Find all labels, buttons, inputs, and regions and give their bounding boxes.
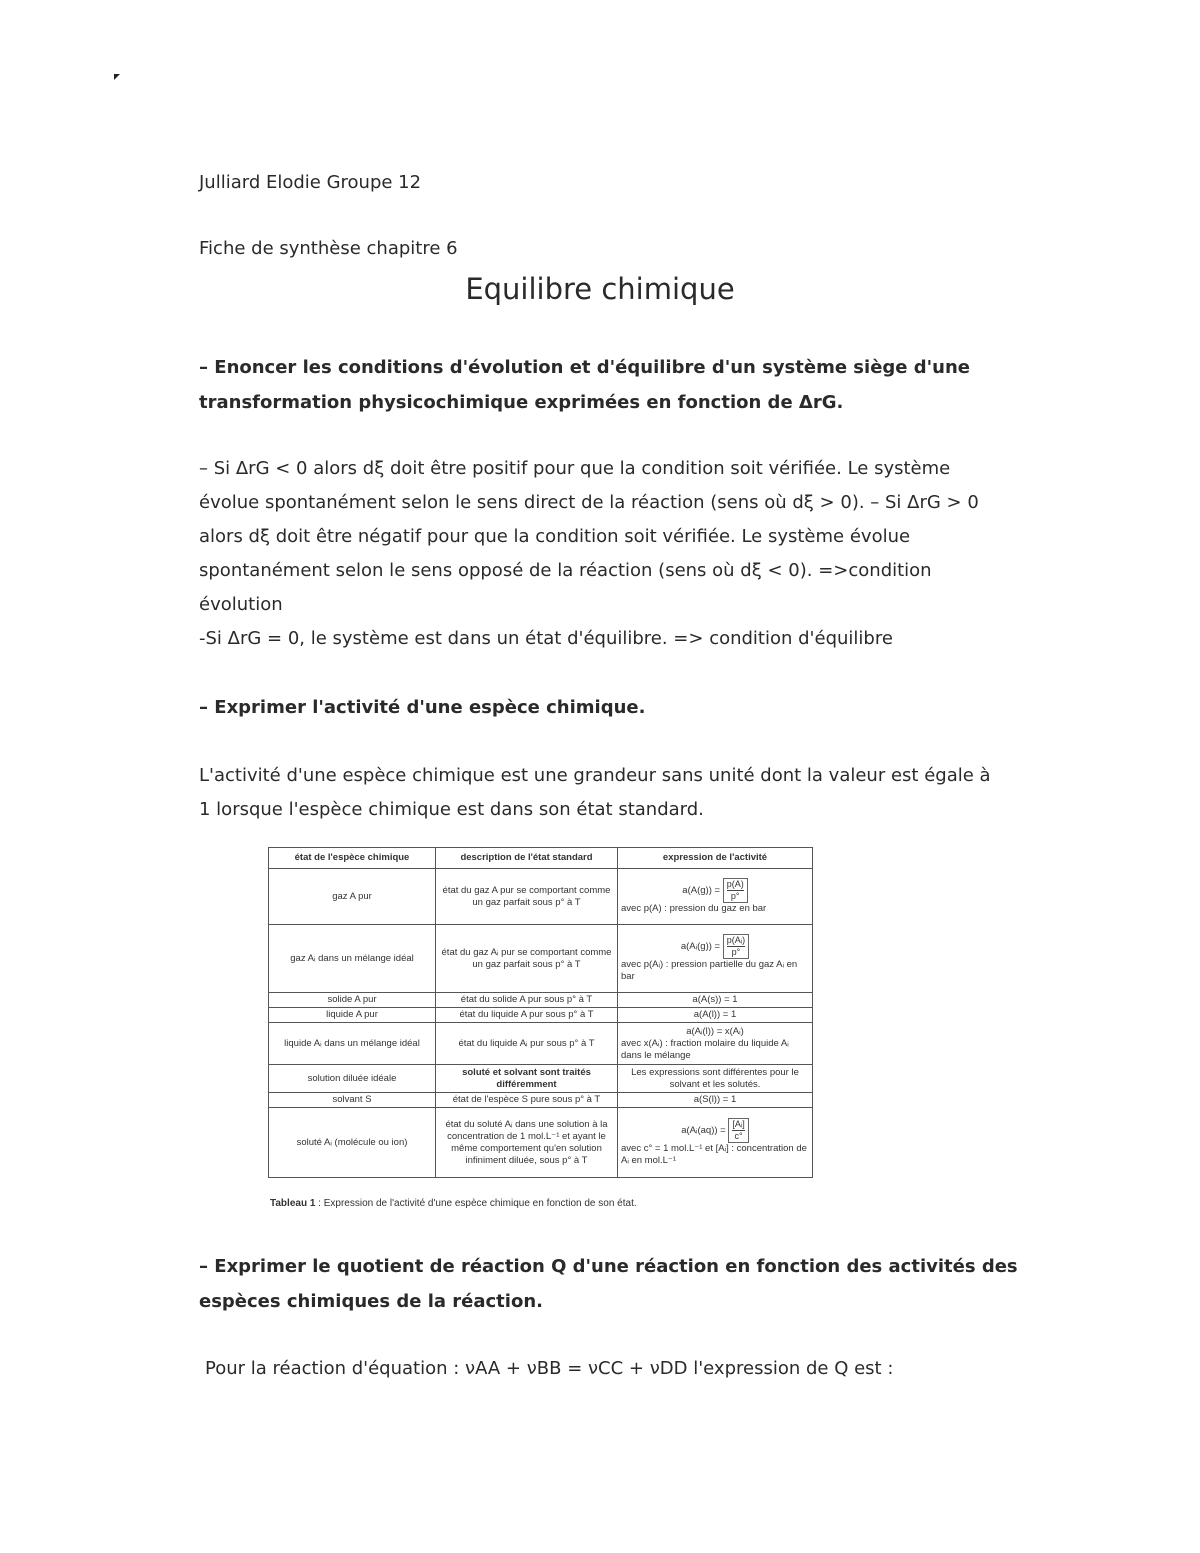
- fraction-numerator: p(A): [726, 879, 744, 889]
- header-cell: description de l'état standard: [436, 848, 618, 869]
- section2-body: [199, 759, 1019, 827]
- activity-expression: [621, 878, 809, 903]
- table-cell: solide A pur: [269, 993, 436, 1008]
- caption-text: : Expression de l'activité d'une espèce chimique en fonction de son état.: [315, 1198, 637, 1209]
- activity-expression: [621, 934, 809, 959]
- subtitle-line: Fiche de synthèse chapitre 6: [199, 238, 458, 259]
- fraction: [728, 1118, 748, 1143]
- cell-note: avec p(A) : pression du gaz en bar: [621, 903, 767, 914]
- heading-line: – Exprimer l'activité d'une espèce chimique.: [199, 697, 646, 718]
- fraction-numerator: [Aᵢ]: [732, 1119, 745, 1129]
- body-line: L'activité d'une espèce chimique est une grandeur sans unité dont la valeur est égale à: [199, 765, 991, 786]
- table-cell: état du gaz Aᵢ pur se comportant comme un gaz parfait sous p° à T: [436, 925, 618, 993]
- table-cell: état de l'espèce S pure sous p° à T: [436, 1093, 618, 1108]
- caption-label: Tableau 1: [270, 1198, 316, 1209]
- heading-line: espèces chimiques de la réaction.: [199, 1291, 543, 1312]
- fraction: [723, 878, 748, 903]
- fraction-numerator: p(Aᵢ): [726, 935, 746, 945]
- table-cell: a(A(s)) = 1: [618, 993, 813, 1008]
- table-cell: solution diluée idéale: [269, 1065, 436, 1093]
- fraction-denominator: c°: [734, 1131, 743, 1141]
- table-row: [269, 925, 813, 993]
- heading-line: – Exprimer le quotient de réaction Q d'une réaction en fonction des activités des: [199, 1256, 1018, 1277]
- table-row: [269, 1008, 813, 1023]
- body-line: -Si ΔrG = 0, le système est dans un état d'équilibre. => condition d'équilibre: [199, 628, 893, 649]
- body-line: évolution: [199, 594, 283, 615]
- table-cell: [618, 925, 813, 993]
- table-cell: état du soluté Aᵢ dans une solution à la concentration de 1 mol.L⁻¹ et ayant le même comportement qu'en solution infiniment diluée, sous p° à T: [436, 1108, 618, 1178]
- table-cell: a(S(l)) = 1: [618, 1093, 813, 1108]
- table-cell: [618, 1108, 813, 1178]
- heading-line: – Enoncer les conditions d'évolution et d'équilibre d'un système siège d'une: [199, 357, 970, 378]
- section3-body: [205, 1352, 1025, 1386]
- table-caption: [270, 1198, 637, 1209]
- page-title: Equilibre chimique: [465, 272, 735, 306]
- section3-heading: [199, 1249, 1018, 1319]
- table-cell: état du solide A pur sous p° à T: [436, 993, 618, 1008]
- table-row: [269, 1065, 813, 1093]
- table-row: [269, 1023, 813, 1065]
- table-cell: [618, 869, 813, 925]
- table-cell: soluté et solvant sont traités différemment: [436, 1065, 618, 1093]
- author-line: Julliard Elodie Groupe 12: [199, 172, 422, 193]
- expression-text: a(A(g)) =: [682, 885, 721, 897]
- activity-expression: [621, 1118, 809, 1143]
- activity-table: [268, 847, 813, 1178]
- table-cell: liquide A pur: [269, 1008, 436, 1023]
- section2-heading: [199, 690, 979, 725]
- body-line: 1 lorsque l'espèce chimique est dans son état standard.: [199, 799, 704, 820]
- table-cell: Les expressions sont différentes pour le solvant et les solutés.: [618, 1065, 813, 1093]
- section1-heading: [199, 350, 979, 420]
- table-cell: solvant S: [269, 1093, 436, 1108]
- heading-line: transformation physicochimique exprimées en fonction de ΔrG.: [199, 392, 844, 413]
- table-row: [269, 869, 813, 925]
- body-line: alors dξ doit être négatif pour que la condition soit vérifiée. Le système évolue: [199, 526, 911, 547]
- body-line: – Si ΔrG < 0 alors dξ doit être positif pour que la condition soit vérifiée. Le système: [199, 458, 951, 479]
- cell-note: avec p(Aᵢ) : pression partielle du gaz Aᵢ en bar: [621, 959, 798, 982]
- body-line: Pour la réaction d'équation : νAA + νBB = νCC + νDD l'expression de Q est :: [205, 1358, 894, 1379]
- cell-note: avec x(Aᵢ) : fraction molaire du liquide Aᵢ dans le mélange: [621, 1037, 789, 1061]
- fraction-denominator: p°: [730, 891, 740, 901]
- table-cell: soluté Aᵢ (molécule ou ion): [269, 1108, 436, 1178]
- cell-note: avec c° = 1 mol.L⁻¹ et [Aᵢ] : concentration de Aᵢ en mol.L⁻¹: [621, 1143, 807, 1166]
- section1-body: [199, 452, 1019, 656]
- table-header-row: [269, 848, 813, 869]
- expression-text: a(Aᵢ(aq)) =: [681, 1125, 726, 1137]
- header-cell: expression de l'activité: [618, 848, 813, 869]
- body-line: évolue spontanément selon le sens direct de la réaction (sens où dξ > 0). – Si ΔrG > 0: [199, 492, 979, 513]
- fraction: [723, 934, 749, 959]
- corner-mark: [114, 74, 120, 80]
- table-cell: état du gaz A pur se comportant comme un gaz parfait sous p° à T: [436, 869, 618, 925]
- table-cell: état du liquide Aᵢ pur sous p° à T: [436, 1023, 618, 1065]
- table-cell: liquide Aᵢ dans un mélange idéal: [269, 1023, 436, 1065]
- fraction-denominator: p°: [731, 947, 741, 957]
- table-cell: état du liquide A pur sous p° à T: [436, 1008, 618, 1023]
- table-row: [269, 1093, 813, 1108]
- table-cell: gaz Aᵢ dans un mélange idéal: [269, 925, 436, 993]
- table-cell: a(A(l)) = 1: [618, 1008, 813, 1023]
- activity-expression: a(Aᵢ(l)) = x(Aᵢ): [686, 1025, 744, 1037]
- header-cell: état de l'espèce chimique: [269, 848, 436, 869]
- table-row: [269, 993, 813, 1008]
- expression-text: a(Aᵢ(g)) =: [680, 941, 721, 953]
- table-cell: gaz A pur: [269, 869, 436, 925]
- table-cell: [618, 1023, 813, 1065]
- table-row: [269, 1108, 813, 1178]
- body-line: spontanément selon le sens opposé de la réaction (sens où dξ < 0). =>condition: [199, 560, 932, 581]
